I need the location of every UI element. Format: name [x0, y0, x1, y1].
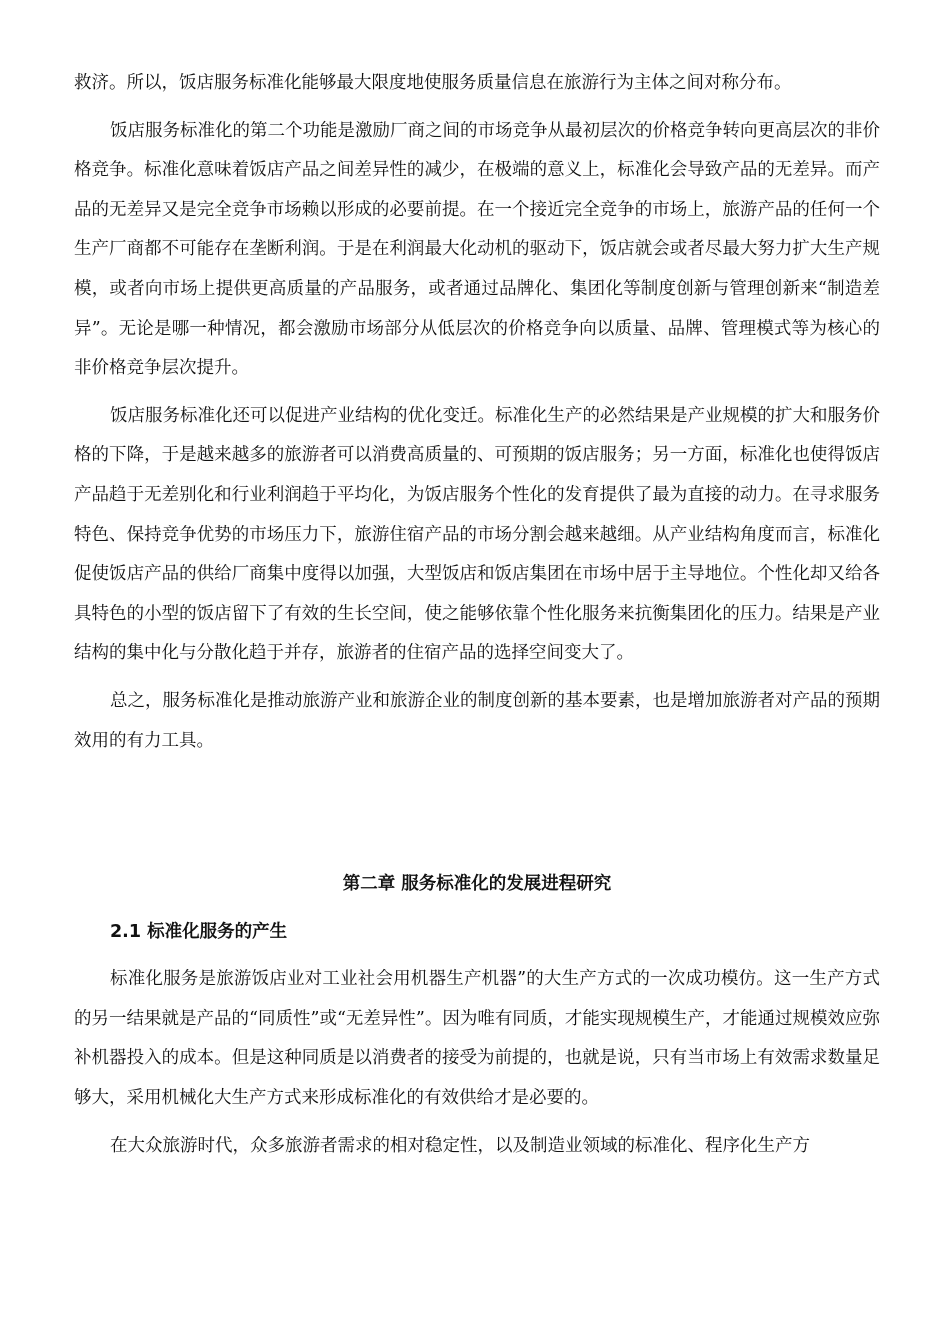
- section-title: 2.1 标准化服务的产生: [110, 921, 288, 942]
- document-page: [74, 64, 880, 1174]
- section-spacer: [74, 769, 880, 865]
- paragraph-origin: 标准化服务是旅游饭店业对工业社会用机器生产机器”的大生产方式的一次成功模仿。这一生产方式的另一结果就是产品的“同质性”或“无差异性”。因为唯有同质，才能实现规模生产，才能通过规模效应弥补机器投入的成本。但是这种同质是以消费者的接受为前提的，也就是说，只有当市场上有效需求数量足够大，采用机械化大生产方式来形成标准化的有效供给才是必要的。: [74, 969, 880, 1109]
- chapter-title: 第二章 服务标准化的发展进程研究: [342, 874, 612, 895]
- paragraph-competition: 饭店服务标准化的第二个功能是激励厂商之间的市场竞争从最初层次的价格竞争转向更高层次的非价格竞争。标准化意味着饭店产品之间差异性的减少，在极端的意义上，标准化会导致产品的无差异。而产品的无差异又是完全竞争市场赖以形成的必要前提。在一个接近完全竞争的市场上，旅游产品的任何一个生产厂商都不可能存在垄断利润。于是在利润最大化动机的驱动下，饭店就会或者尽最大努力扩大生产规模，或者向市场上提供更高质量的产品服务，或者通过品牌化、集团化等制度创新与管理创新来“制造差异”。无论是哪一种情况，都会激励市场部分从低层次的价格竞争向以质量、品牌、管理模式等为核心的非价格竞争层次提升。: [74, 120, 880, 379]
- continuation-paragraph: 救济。所以，饭店服务标准化能够最大限度地使服务质量信息在旅游行为主体之间对称分布。: [74, 73, 792, 93]
- paragraph-summary: 总之，服务标准化是推动旅游产业和旅游企业的制度创新的基本要素，也是增加旅游者对产品的预期效用的有力工具。: [74, 690, 880, 751]
- paragraph-mass-tourism: 在大众旅游时代，众多旅游者需求的相对稳定性，以及制造业领域的标准化、程序化生产方: [110, 1135, 810, 1156]
- paragraph-industry-structure: 饭店服务标准化还可以促进产业结构的优化变迁。标准化生产的必然结果是产业规模的扩大和服务价格的下降，于是越来越多的旅游者可以消费高质量的、可预期的饭店服务；另一方面，标准化也使得饭店产品趋于无差别化和行业利润趋于平均化，为饭店服务个性化的发育提供了最为直接的动力。在寻求服务特色、保持竞争优势的市场压力下，旅游住宿产品的市场分割会越来越细。从产业结构角度而言，标准化促使饭店产品的供给厂商集中度得以加强，大型饭店和饭店集团在市场中居于主导地位。个性化却又给各具特色的小型的饭店留下了有效的生长空间，使之能够依靠个性化服务来抗衡集团化的压力。结果是产业结构的集中化与分散化趋于并存，旅游者的住宿产品的选择空间变大了。: [74, 405, 880, 664]
